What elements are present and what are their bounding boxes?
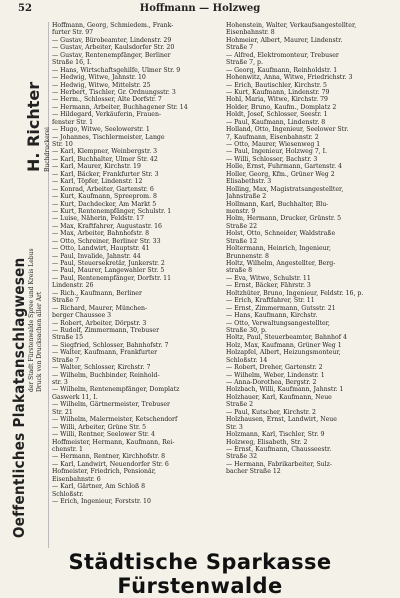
sidebar-advertisement bbox=[4, 22, 49, 548]
directory-entry: — Karl, Maurer, Kirchstr. 19 bbox=[52, 163, 141, 171]
directory-entry: — Erich, Kraftfahrer, Str. 11 bbox=[226, 297, 315, 305]
directory-entry: Lindenstr. 26 bbox=[52, 282, 94, 290]
directory-entry: — Karl, Klempner, Weinbergstr. 3 bbox=[52, 148, 158, 156]
directory-entry: menstr. 9 bbox=[226, 207, 256, 215]
directory-entry: — Wilhelm, Malermeister, Ketschendorf bbox=[52, 416, 178, 424]
directory-entry: — Kurt, Kaufmann, Spreeprom. 8 bbox=[52, 193, 157, 201]
directory-entry: Holzapfel, Albert, Heizungsmonteur, bbox=[226, 349, 341, 357]
directory-entry: — Otto, Schreiner, Berliner Str. 33 bbox=[52, 237, 161, 245]
directory-entry: — Ernst, Zimmermann, Gutsstr. 21 bbox=[226, 304, 336, 312]
ad-company-name: H. Richter bbox=[24, 81, 43, 172]
ad-line-1: der Stadt Fürstenwalde Spree und Kreis Lebus bbox=[28, 248, 35, 392]
directory-entry: — Johannes, Tischlermeister, Lange bbox=[52, 133, 165, 141]
directory-entry: berger Chaussee 3 bbox=[52, 312, 112, 320]
directory-entry: Straße 22 bbox=[226, 222, 258, 230]
directory-entry: Holtermann, Heinrich, Ingenieur, bbox=[226, 245, 331, 253]
right-column bbox=[226, 22, 394, 542]
directory-entry: — Karl, Buchhalter, Ulmer Str. 42 bbox=[52, 155, 158, 163]
directory-entry: Holzbach, Willi, Kaufmann, Jahnstr. 1 bbox=[226, 386, 344, 394]
directory-entry: — Kurt, Kaufmann, Lindenstr. 79 bbox=[226, 88, 330, 96]
directory-entry: Holzhausen, Ernst, Landwirt, Neue bbox=[226, 416, 337, 424]
page-header bbox=[8, 3, 392, 17]
directory-entry: Eisenbahnstr. 8 bbox=[226, 29, 275, 37]
directory-entry: — Wilhelm, Weber, Lindenstr. 1 bbox=[226, 371, 325, 379]
directory-entry: — Paul, Rentenempfänger, Dorfstr. 11 bbox=[52, 274, 172, 282]
directory-entry: Schloßstr. 14 bbox=[226, 356, 268, 364]
directory-entry: Hohl, Maria, Witwe, Kirchstr. 79 bbox=[226, 96, 328, 104]
directory-entry: Holdt, Josef, Schlosser, Seestr. 1 bbox=[226, 111, 328, 119]
directory-entry: — Hedwig, Witwe, Jahnstr. 10 bbox=[52, 74, 146, 82]
directory-entry: Holler, Georg, Kfm., Grüner Weg 2 bbox=[226, 170, 335, 178]
directory-entry: Holder, Bruno, Kaufm., Domplatz 2 bbox=[226, 103, 337, 111]
directory-entry: — Paul, Ingenieur, Holzweg 7, I. bbox=[226, 148, 328, 156]
directory-entry: — Karl, Töpfer, Lindenstr. 12 bbox=[52, 178, 143, 186]
directory-entry: straße 8 bbox=[226, 267, 253, 275]
directory-entry: — Hans, Kaufmann, Kirchstr. bbox=[226, 312, 318, 320]
directory-entry: Hollmann, Karl, Buchhalter, Blu- bbox=[226, 200, 329, 208]
directory-entry: fenster Str. 1 bbox=[52, 118, 94, 126]
directory-entry: Holzweg, Elisabeth, Str. 2 bbox=[226, 438, 308, 446]
directory-entry: — Kurt, Rentenempfänger, Schulstr. 1 bbox=[52, 207, 172, 215]
directory-entry: — Hedwig, Witwe, Mittelstr. 25 bbox=[52, 81, 151, 89]
directory-entry: Straße 7, p. bbox=[226, 59, 263, 67]
directory-entry: — Robert, Dreher, Gartenstr. 2 bbox=[226, 364, 323, 372]
directory-entry: Straße 7 bbox=[226, 44, 254, 52]
footer-advertisement: Städtische Sparkasse Fürstenwalde bbox=[68, 550, 332, 598]
directory-entry: — Ernst, Bäcker, Fährstr. 3 bbox=[226, 282, 311, 290]
directory-entry: Holtz, Paul, Steuerbeamter, Bahnhof 4 bbox=[226, 334, 347, 342]
directory-entry: — Rudolf, Zimmermann, Trebuser bbox=[52, 326, 160, 334]
directory-entry: Hohenstein, Walter, Verkaufsangestellter, bbox=[226, 22, 357, 29]
directory-entry: Holm, Hermann, Drucker, Grünstr. 5 bbox=[226, 215, 342, 223]
directory-entry: Straße 15 bbox=[52, 334, 84, 342]
directory-entry: Hoffmann, Georg, Schmiedem., Frank- bbox=[52, 22, 174, 29]
directory-entry: — Karl, Bäcker, Frankfurter Str. 3 bbox=[52, 170, 159, 178]
directory-entry: Eisenbahnstr. 6 bbox=[52, 475, 101, 483]
ad-line-2: Druck von Drucksachen aller Art bbox=[36, 291, 43, 392]
directory-entry: Straße 12 bbox=[226, 237, 258, 245]
directory-entry: — Herm., Schlosser, Alte Dorfstr. 7 bbox=[52, 96, 162, 104]
directory-entry: Holzmann, Karl, Tischler, Str. 9 bbox=[226, 431, 325, 439]
directory-entry: Straße 16, I. bbox=[52, 59, 92, 67]
directory-entry: Holtz, Wilhelm, Angestellter, Berg- bbox=[226, 260, 336, 267]
directory-entry: Elisabethstr. 3 bbox=[226, 178, 272, 186]
directory-entry: — Hermann, Arbeiter, Buchhagener Str. 14 bbox=[52, 103, 188, 111]
directory-entry: — Walter, Schlosser, Kirchstr. 7 bbox=[52, 364, 151, 372]
directory-entry: — Hugo, Witwe, Seelowerstr. 1 bbox=[52, 126, 150, 134]
directory-entry: — Paul, Steuersekretär, Junkerstr. 2 bbox=[52, 260, 165, 267]
directory-entry: Holst, Otto, Schneider, Waldstraße bbox=[226, 230, 336, 238]
directory-entry: Hofmeister, Friedrich, Pensionär, bbox=[52, 468, 156, 476]
directory-entry: — Alfred, Elektromonteur, Trebuser bbox=[226, 51, 339, 59]
directory-entry: — Ernst, Kaufmann, Chausseestr. bbox=[226, 445, 332, 453]
directory-entry: Holland, Otto, Ingenieur, Seelower Str. bbox=[226, 126, 349, 134]
directory-entry: — Hermann, Rentner, Kirchhofstr. 8 bbox=[52, 453, 166, 461]
directory-entry: — Gustav, Arbeiter, Kaulsdorfer Str. 20 bbox=[52, 44, 175, 52]
directory-entry: bacher Straße 12 bbox=[226, 468, 281, 476]
directory-entry: — Erich, Ingenieur, Forststr. 10 bbox=[52, 498, 151, 505]
directory-entry: — Otto, Verwaltungsangestellter, bbox=[226, 319, 330, 327]
page-title: Hoffmann — Holzweg bbox=[139, 3, 261, 14]
directory-entry: str. 3 bbox=[52, 379, 68, 386]
directory-entry: Hoffmeister, Hermann, Kaufmann, Rei- bbox=[52, 438, 175, 446]
directory-entry: — Paul, Kaufmann, Lindenstr. 8 bbox=[226, 118, 326, 126]
directory-entry: Str. 10 bbox=[52, 141, 73, 148]
directory-entry: Straße 32 bbox=[226, 453, 258, 461]
directory-entry: — Willi, Schlosser, Bachstr. 3 bbox=[226, 155, 318, 163]
directory-entry: — Max, Kraftfahrer, Augustastr. 16 bbox=[52, 222, 162, 230]
left-column bbox=[52, 22, 220, 542]
directory-entry: — Kurt, Dachdecker, Am Markt 5 bbox=[52, 200, 157, 208]
directory-entry: Straße 7 bbox=[52, 297, 80, 305]
directory-entry: — Max, Arbeiter, Bahnhofstr. 8 bbox=[52, 230, 150, 238]
directory-entry: Str. 3 bbox=[226, 423, 243, 431]
directory-entry: Hohmeier, Albert, Maurer, Lindenstr. bbox=[226, 36, 343, 44]
directory-entry: Hohenwitz, Anna, Witwe, Friedrichstr. 3 bbox=[226, 74, 353, 82]
directory-entry: — Willi, Rentner, Seelower Str. 4 bbox=[52, 431, 155, 439]
directory-entry: Holle, Ernst, Fuhrmann, Gartenstr. 4 bbox=[226, 163, 342, 171]
directory-entry: Str. 21 bbox=[52, 408, 73, 416]
directory-entry: Holzhauer, Karl, Kaufmann, Neue bbox=[226, 393, 332, 401]
directory-entry: 7, Kaufmann, Eisenbahnstr. 2 bbox=[226, 133, 319, 141]
directory-entry: Gaswerk 11, I. bbox=[52, 393, 98, 401]
directory-entry: Schloßstr. bbox=[52, 490, 84, 498]
directory-entry: — Luise, Näherin, Feldstr. 17 bbox=[52, 215, 144, 223]
directory-entry: — Rich., Kaufmann, Berliner bbox=[52, 289, 142, 297]
directory-entry: — Herbert, Tischler, Gr. Ordnungsstr. 3 bbox=[52, 88, 176, 96]
directory-entry: chenstr. 1 bbox=[52, 445, 83, 453]
directory-entry: — Siegfried, Schlosser, Bahnhofstr. 7 bbox=[52, 341, 169, 349]
directory-entry: — Hermann, Fabrikarbeiter, Sulz- bbox=[226, 460, 332, 468]
directory-entry: — Richard, Maurer, München- bbox=[52, 304, 148, 312]
directory-entry: — Willi, Arbeiter, Grüne Str. 5 bbox=[52, 423, 147, 431]
directory-entry: Holz, Max, Kaufmann, Grüner Weg 1 bbox=[226, 341, 342, 349]
directory-entry: — Otto, Landwirt, Hauptstr. 41 bbox=[52, 245, 150, 253]
directory-entry: Straße 7 bbox=[52, 356, 80, 364]
directory-entry: — Paul, Invalide, Jahnstr. 44 bbox=[52, 252, 141, 260]
directory-entry: Jahnstraße 2 bbox=[226, 193, 267, 201]
ad-company-sub: Buchdruckerei bbox=[44, 127, 51, 172]
page-number: 52 bbox=[18, 3, 32, 14]
directory-entry: — Paul, Kutscher, Kirchstr. 2 bbox=[226, 408, 316, 416]
directory-entry: — Konrad, Arbeiter, Gartenstr. 6 bbox=[52, 185, 154, 193]
directory-entry: furter Str. 97 bbox=[52, 29, 94, 37]
directory-entry: — Wilhelm, Buchbinder, Reinhold- bbox=[52, 371, 160, 379]
directory-entry: — Anna-Dorothea, Bergstr. 2 bbox=[226, 379, 317, 386]
directory-entry: — Robert, Arbeiter, Dörpstr. 3 bbox=[52, 319, 147, 327]
directory-entry: — Gustav, Bürobeamter, Lindenstr. 29 bbox=[52, 36, 172, 44]
directory-entry: Holtzhüter, Bruno, Ingenieur, Feldstr. 16, p. bbox=[226, 289, 364, 297]
directory-entry: — Otto, Maurer, Wiesenweg 1 bbox=[226, 141, 321, 148]
directory-entry: — Gustav, Rentenempfänger, Berliner bbox=[52, 51, 171, 59]
directory-entry: — Paul, Maurer, Langewahler Str. 5 bbox=[52, 267, 165, 275]
directory-entry: — Karl, Landwirt, Neuendorfer Str. 6 bbox=[52, 460, 169, 468]
directory-entry: — Karl, Gärtner, Am Schloß 8 bbox=[52, 483, 146, 491]
directory-entry: — Hildegard, Verkäuferin, Frauen- bbox=[52, 111, 162, 119]
directory-entry: — Walter, Kaufmann, Frankfurter bbox=[52, 349, 158, 357]
ad-headline: Oeffentliches Plakatanschlagwesen bbox=[10, 257, 28, 538]
directory-entry: Straße 30, p. bbox=[226, 326, 267, 334]
directory-entry: Brunnenstr. 8 bbox=[226, 252, 269, 260]
directory-entry: — Georg, Kaufmann, Reinholdstr. 1 bbox=[226, 66, 338, 74]
directory-entry: — Hans, Wirtschaftsgehilfe, Ulmer Str. 9 bbox=[52, 66, 181, 74]
directory-entry: — Erich, Bautischler, Kirchstr. 5 bbox=[226, 81, 327, 89]
directory-entry: — Eva, Witwe, Schulstr. 11 bbox=[226, 274, 311, 282]
directory-entry: — Wilhelm, Rentenempfänger, Domplatz bbox=[52, 386, 180, 394]
directory-entry: Holling, Max, Magistratsangestellter, bbox=[226, 185, 344, 193]
directory-entry: — Wilhelm, Gärtnermeister, Trebuser bbox=[52, 401, 170, 409]
directory-entry: Straße 2 bbox=[226, 401, 254, 409]
